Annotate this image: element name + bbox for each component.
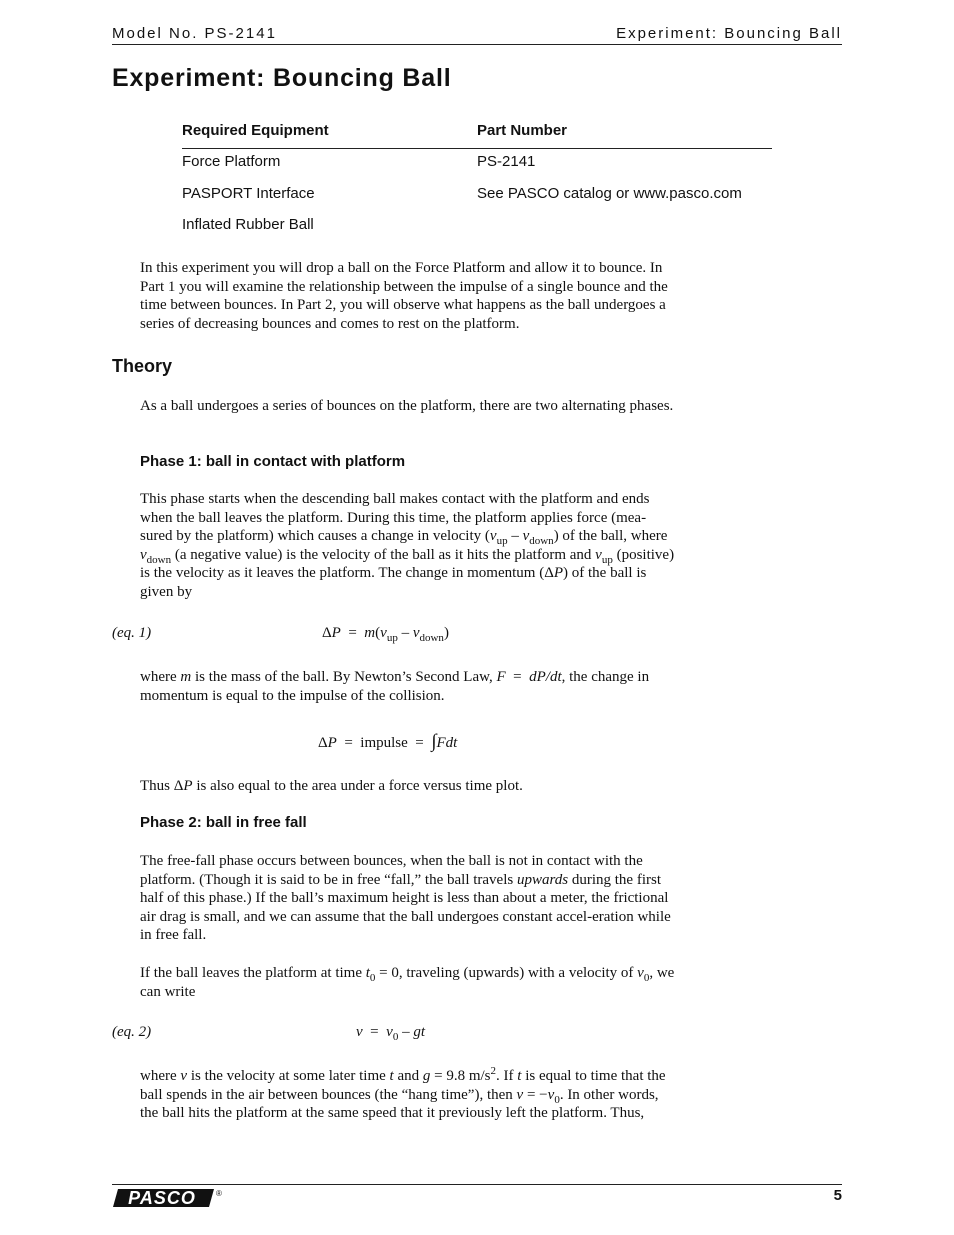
equipment-item: PASPORT Interface <box>182 185 315 202</box>
intro-paragraph: In this experiment you will drop a ball on the Force Platform and allow it to bounce. In Part 1 you will examine the relationship between the impulse of a single bounce and the time between bounces. In Part 2, you will observe what happens as the ball undergoes a series of decreasing bounces and comes to rest on the platform. <box>140 260 668 332</box>
header-rule <box>112 44 842 45</box>
registered-mark: ® <box>216 1189 222 1198</box>
equipment-table-header <box>182 122 772 142</box>
impulse-equation: ΔP = impulse = ∫Fdt <box>318 731 458 752</box>
col-header-equipment: Required Equipment <box>182 122 329 139</box>
equation-2: $v = v_0$ – gt <box>356 1024 425 1043</box>
area-paragraph: Thus ΔP is also equal to the area under a force versus time plot. <box>140 778 523 794</box>
equation-1: $\Delta P = m(v_{up} - v_{down})$ <box>322 625 449 644</box>
table-row <box>182 153 772 173</box>
table-row <box>182 185 772 205</box>
initial-velocity-paragraph: If the ball leaves the platform at time $t_0 = 0$, traveling (upwards) with a velocity of $v_0$, we can write <box>140 965 675 1000</box>
part-number: See PASCO catalog or www.pasco.com <box>477 185 742 202</box>
phase1-paragraph: This phase starts when the descending ball makes contact with the platform and ends when the ball leaves the platform. During this time, the platform applies force (mea-sured by the platform) which causes a change in velocity $(v_{up} - v_{down})$ of the ball, where $v_{down}$ (a negative value) is the velocity of the ball as it hits the platform and $v_{up}$ (positive) is the velocity as it leaves the platform. The change in momentum (ΔP) of the ball is given by <box>140 491 675 600</box>
running-header-experiment: Experiment: Bouncing Ball <box>616 25 842 42</box>
col-header-part: Part Number <box>477 122 568 139</box>
theory-paragraph: As a ball undergoes a series of bounces on the platform, there are two alternating phases. <box>140 398 674 414</box>
page-title: Experiment: Bouncing Ball <box>112 64 452 92</box>
theory-heading: Theory <box>112 356 173 376</box>
running-header-model: Model No. PS-2141 <box>112 25 277 42</box>
eq1-label: (eq. 1) <box>112 625 152 641</box>
phase2-heading: Phase 2: ball in free fall <box>140 814 307 831</box>
part-number: PS-2141 <box>477 153 536 170</box>
phase2-paragraph: The free-fall phase occurs between bounces, when the ball is not in contact with the platform. (Though it is said to be in free “fall,” the ball travels upwards during the first half of this phase.) If the ball’s maximum height is less than about a meter, the frictional air drag is small, and we can assume that the ball undergoes constant accel-eration while in free fall. <box>140 853 671 944</box>
table-rule <box>182 148 772 149</box>
equipment-item: Inflated Rubber Ball <box>182 216 314 233</box>
integral-sign: ∫ <box>431 731 437 752</box>
eq2-label: (eq. 2) <box>112 1024 152 1040</box>
hang-time-paragraph: where v is the velocity at some later time t and g = 9.8 $m/s^2$. If t is equal to time that the ball spends in the air between bounces (the “hang time”), then $v = -v_0$. In other words, the ball hits the platform at the same speed that it previously left the platform. Thus, <box>140 1065 666 1122</box>
footer-rule <box>112 1184 842 1185</box>
page-number: 5 <box>833 1187 842 1204</box>
pasco-logo <box>112 1187 224 1214</box>
phase1-heading: Phase 1: ball in contact with platform <box>140 453 406 470</box>
pasco-logo-text: PASCO <box>128 1188 196 1208</box>
equipment-item: Force Platform <box>182 153 281 170</box>
newton-paragraph: where m is the mass of the ball. By Newton’s Second Law, F = dP/dt, the change in momentum is equal to the impulse of the collision. <box>140 669 650 704</box>
table-row <box>182 216 772 236</box>
